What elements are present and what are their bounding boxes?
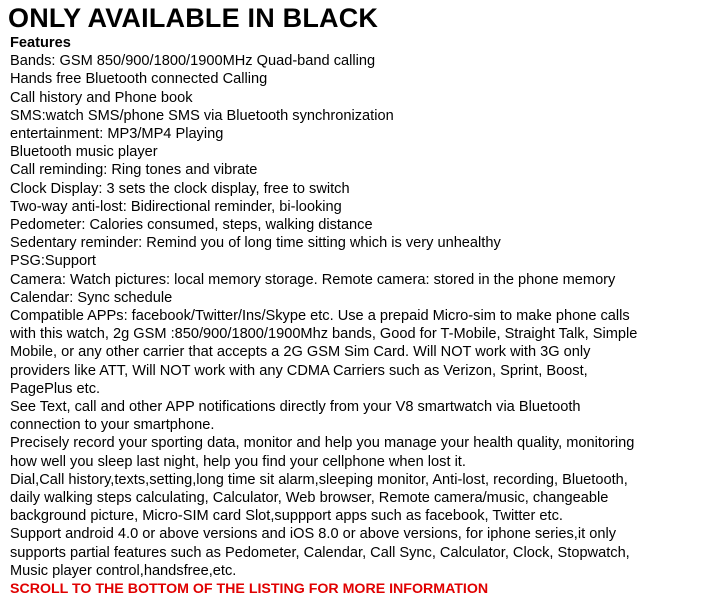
feature-line: with this watch, 2g GSM :850/900/1800/1900Mhz bands, Good for T-Mobile, Straight Talk, Simple — [10, 326, 638, 343]
scroll-notice: SCROLL TO THE BOTTOM OF THE LISTING FOR MORE INFORMATION — [10, 581, 489, 598]
feature-line: Support android 4.0 or above versions and iOS 8.0 or above versions, for iphone series,it only — [10, 526, 616, 543]
feature-line: Sedentary reminder: Remind you of long time sitting which is very unhealthy — [10, 235, 501, 252]
feature-line: supports partial features such as Pedometer, Calendar, Call Sync, Calculator, Clock, Stopwatch, — [10, 544, 630, 561]
feature-line: Call history and Phone book — [10, 89, 193, 106]
feature-line: Bluetooth music player — [10, 144, 158, 161]
feature-line: Dial,Call history,texts,setting,long time sit alarm,sleeping monitor, Anti-lost, recording, Bluetooth, — [10, 471, 628, 488]
feature-line: PSG:Support — [10, 253, 96, 270]
features-block — [10, 34, 705, 598]
feature-line: Clock Display: 3 sets the clock display, free to switch — [10, 180, 350, 197]
feature-line: connection to your smartphone. — [10, 417, 215, 434]
feature-line: Camera: Watch pictures: local memory storage. Remote camera: stored in the phone memory — [10, 271, 616, 288]
feature-line: Hands free Bluetooth connected Calling — [10, 71, 268, 88]
feature-line: providers like ATT, Will NOT work with any CDMA Carriers such as Verizon, Sprint, Boost, — [10, 362, 588, 379]
feature-line: See Text, call and other APP notifications directly from your V8 smartwatch via Bluetooth — [10, 399, 581, 416]
feature-line: how well you sleep last night, help you find your cellphone when lost it. — [10, 453, 466, 470]
feature-line: SMS:watch SMS/phone SMS via Bluetooth synchronization — [10, 107, 394, 124]
features-heading: Features — [10, 35, 71, 51]
feature-line: Two-way anti-lost: Bidirectional reminder, bi-looking — [10, 198, 342, 215]
feature-line: Precisely record your sporting data, monitor and help you manage your health quality, monitoring — [10, 435, 635, 452]
feature-line: background picture, Micro-SIM card Slot,suppport apps such as facebook, Twitter etc. — [10, 508, 563, 525]
feature-line: Music player control,handsfree,etc. — [10, 562, 237, 579]
feature-line: Calendar: Sync schedule — [10, 289, 173, 306]
feature-line: entertainment: MP3/MP4 Playing — [10, 126, 224, 143]
feature-line: Pedometer: Calories consumed, steps, walking distance — [10, 217, 373, 234]
page-title: ONLY AVAILABLE IN BLACK — [8, 3, 379, 33]
feature-line: Bands: GSM 850/900/1800/1900MHz Quad-band calling — [10, 53, 376, 70]
feature-line: Call reminding: Ring tones and vibrate — [10, 162, 258, 179]
feature-line: daily walking steps calculating, Calculator, Web browser, Remote camera/music, changeable — [10, 490, 609, 507]
feature-line: Compatible APPs: facebook/Twitter/Ins/Skype etc. Use a prepaid Micro-sim to make phone calls — [10, 308, 630, 325]
feature-line: PagePlus etc. — [10, 380, 101, 397]
feature-line: Mobile, or any other carrier that accepts a 2G GSM Sim Card. Will NOT work with 3G only — [10, 344, 591, 361]
